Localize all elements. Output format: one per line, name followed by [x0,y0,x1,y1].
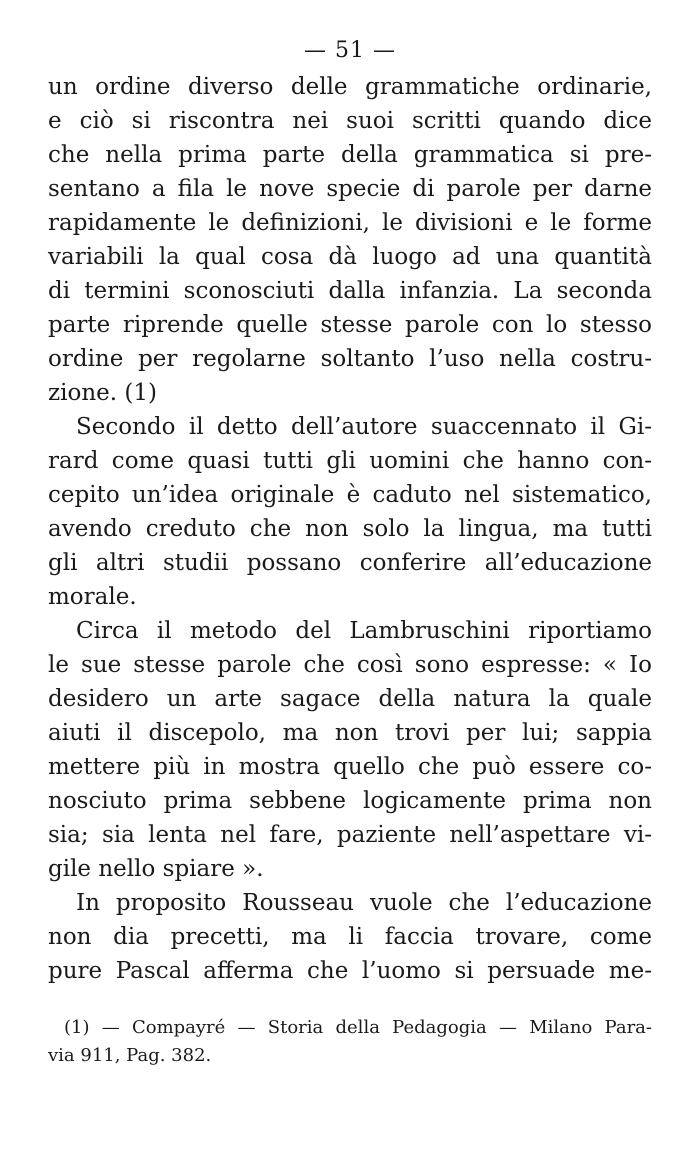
text-line: Circa il metodo del Lambruschini riportiamo [76,618,652,644]
text-line: gli altri studii possano conferire all’educazione [48,550,652,576]
text-line: In proposito Rousseau vuole che l’educazione [76,890,652,916]
paragraph-4 [48,886,652,988]
text-line: Secondo il detto dell’autore suaccennato il Gi- [76,414,652,440]
footnote [48,1014,652,1070]
text-line: zione. (1) [48,380,157,406]
text-line: sia; sia lenta nel fare, paziente nell’aspettare vi- [48,822,652,848]
paragraph-1 [48,70,652,410]
text-line: cepito un’idea originale è caduto nel sistematico, [48,482,652,508]
text-line: e ciò si riscontra nei suoi scritti quando dice [48,108,652,134]
text-line: gile nello spiare ». [48,856,264,882]
text-line: che nella prima parte della grammatica si pre- [48,142,652,168]
text-line: sentano a fila le nove specie di parole per darne [48,176,652,202]
paragraph-3 [48,614,652,886]
footnote-line: (1) — Compayré — Storia della Pedagogia — Milano Para- [64,1017,652,1038]
body-text [48,70,652,988]
text-line: desidero un arte sagace della natura la quale [48,686,652,712]
text-line: avendo creduto che non solo la lingua, ma tutti [48,516,652,542]
text-line: rapidamente le definizioni, le divisioni e le forme [48,210,652,236]
footnote-line: via 911, Pag. 382. [48,1045,212,1066]
page-number: — 51 — [304,38,396,63]
text-line: aiuti il discepolo, ma non trovi per lui; sappia [48,720,652,746]
text-line: rard come quasi tutti gli uomini che hanno con- [48,448,652,474]
text-line: parte riprende quelle stesse parole con lo stesso [48,312,652,338]
text-line: morale. [48,584,137,610]
text-line: variabili la qual cosa dà luogo ad una quantità [48,244,652,270]
text-line: nosciuto prima sebbene logicamente prima non [48,788,652,814]
text-line: un ordine diverso delle grammatiche ordinarie, [48,74,652,100]
text-line: le sue stesse parole che così sono espresse: « Io [48,652,652,678]
text-line: di termini sconosciuti dalla infanzia. La seconda [48,278,652,304]
paragraph-2 [48,410,652,614]
text-line: ordine per regolarne soltanto l’uso nella costru- [48,346,652,372]
text-line: non dia precetti, ma li faccia trovare, come [48,924,652,950]
text-line: pure Pascal afferma che l’uomo si persuade me- [48,958,652,984]
text-line: mettere più in mostra quello che può essere co- [48,754,652,780]
